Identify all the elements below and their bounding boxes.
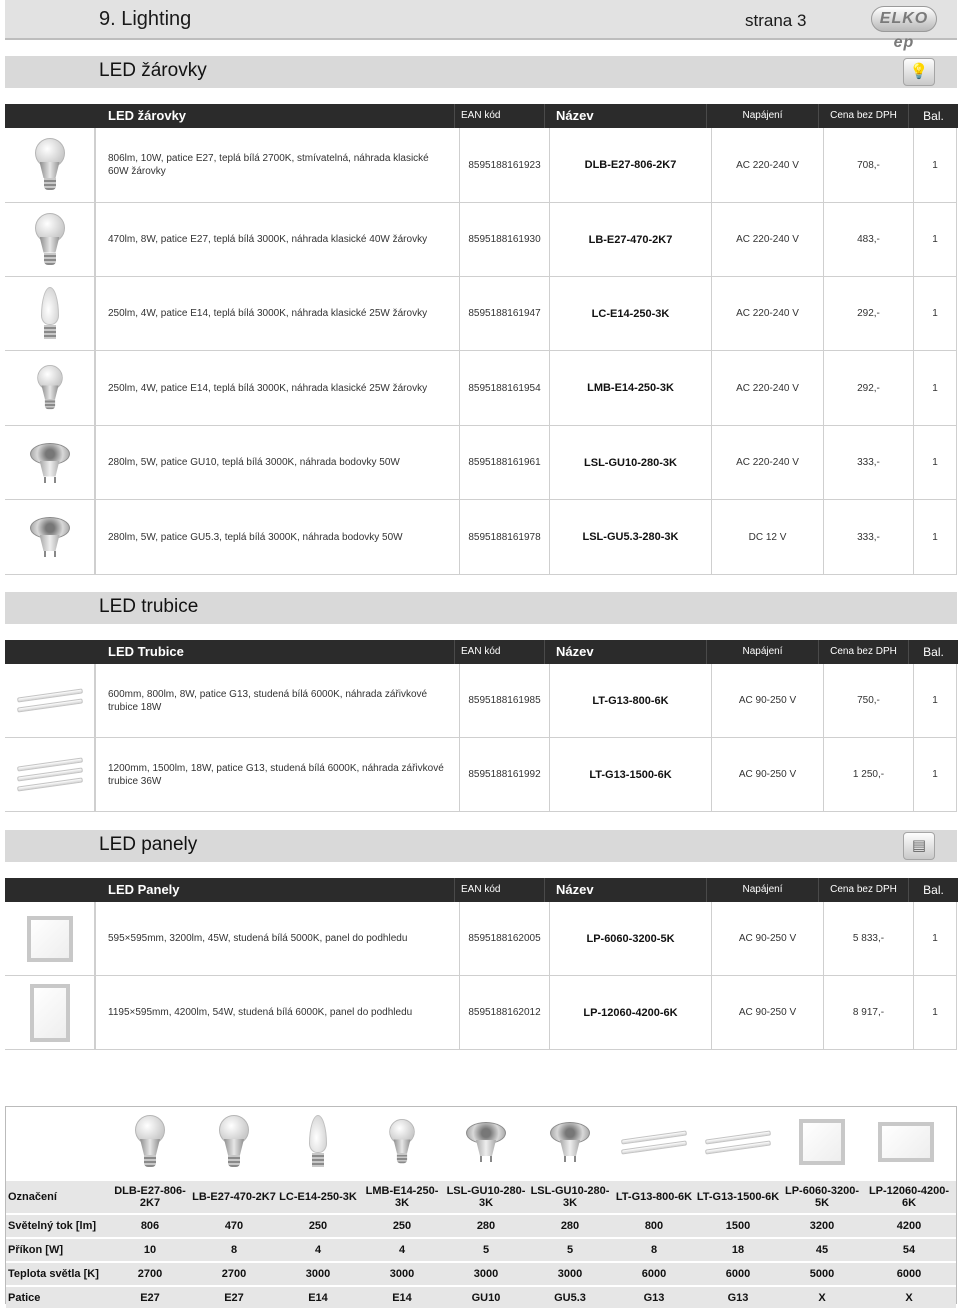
cell-flux: 800 bbox=[644, 1220, 664, 1232]
bulb-icon bbox=[192, 1107, 276, 1177]
package-qty: 1 bbox=[913, 664, 957, 738]
cell-flux: 4200 bbox=[896, 1220, 922, 1232]
package-qty: 1 bbox=[913, 902, 957, 976]
product-name: LB-E27-470-2K7 bbox=[549, 203, 711, 277]
elko-logo: ELKO ep bbox=[871, 6, 937, 32]
table-row bbox=[5, 738, 957, 812]
cell-base: E27 bbox=[140, 1292, 160, 1304]
page-header bbox=[5, 0, 957, 51]
cell-name: DLB-E27-806-2K7 bbox=[114, 1185, 186, 1209]
power-supply: AC 90-250 V bbox=[711, 902, 823, 976]
cell-name: LSL-GU10-280-3K bbox=[446, 1185, 526, 1209]
th-qty: Bal. bbox=[908, 640, 958, 664]
section-title: LED panely bbox=[99, 834, 198, 855]
section-title: LED trubice bbox=[99, 596, 199, 617]
table-row bbox=[5, 976, 957, 1050]
package-qty: 1 bbox=[913, 351, 957, 426]
rect-panel-icon bbox=[5, 976, 95, 1050]
comparison-row-temp bbox=[6, 1261, 956, 1285]
mini-bulb-icon bbox=[5, 351, 95, 426]
cell-name: LT-G13-1500-6K bbox=[696, 1191, 780, 1203]
candle-bulb-icon bbox=[5, 277, 95, 351]
price: 708,- bbox=[823, 128, 913, 203]
ean-code: 8595188161947 bbox=[459, 277, 549, 351]
cell-base: E14 bbox=[308, 1292, 328, 1304]
ean-code: 8595188161923 bbox=[459, 128, 549, 203]
cell-flux: 280 bbox=[476, 1220, 496, 1232]
package-qty: 1 bbox=[913, 976, 957, 1050]
cell-name: LT-G13-800-6K bbox=[615, 1191, 693, 1203]
cell-flux: 1500 bbox=[725, 1220, 751, 1232]
cell-power: 18 bbox=[731, 1244, 745, 1256]
power-supply: AC 220-240 V bbox=[711, 351, 823, 426]
power-supply: AC 220-240 V bbox=[711, 426, 823, 500]
price: 292,- bbox=[823, 351, 913, 426]
product-description: 280lm, 5W, patice GU10, teplá bílá 3000K, náhrada bodovky 50W bbox=[95, 426, 459, 500]
table-header-tubes bbox=[95, 640, 958, 664]
ean-code: 8595188162012 bbox=[459, 976, 549, 1050]
product-description: 470lm, 8W, patice E27, teplá bílá 3000K, náhrada klasické 40W žárovky bbox=[95, 203, 459, 277]
th-name: Název bbox=[544, 104, 706, 128]
square-panel-icon bbox=[5, 902, 95, 976]
power-supply: AC 220-240 V bbox=[711, 128, 823, 203]
tube-icon bbox=[612, 1107, 696, 1177]
cell-flux: 250 bbox=[392, 1220, 412, 1232]
th-price: Cena bez DPH bbox=[818, 104, 908, 128]
th-name: Název bbox=[544, 878, 706, 902]
product-description: 595×595mm, 3200lm, 45W, studená bílá 5000K, panel do podhledu bbox=[95, 902, 459, 976]
cell-flux: 470 bbox=[224, 1220, 244, 1232]
ean-code: 8595188162005 bbox=[459, 902, 549, 976]
product-description: 1195×595mm, 4200lm, 54W, studená bílá 6000K, panel do podhledu bbox=[95, 976, 459, 1050]
bulb-icon: 💡 bbox=[903, 58, 935, 86]
cell-temp: 6000 bbox=[725, 1268, 751, 1280]
th-group: LED Trubice bbox=[108, 644, 184, 659]
bulb-icon bbox=[108, 1107, 192, 1177]
cell-power: 10 bbox=[143, 1244, 157, 1256]
table-header-spacer bbox=[5, 878, 95, 902]
cell-power: 5 bbox=[566, 1244, 574, 1256]
cell-base: E27 bbox=[224, 1292, 244, 1304]
cell-flux: 250 bbox=[308, 1220, 328, 1232]
cell-name: LB-E27-470-2K7 bbox=[192, 1191, 276, 1203]
section-header-tubes bbox=[5, 592, 957, 624]
th-ean: EAN kód bbox=[454, 104, 544, 128]
cell-name: LC-E14-250-3K bbox=[279, 1191, 357, 1203]
cell-temp: 5000 bbox=[809, 1268, 835, 1280]
cell-temp: 2700 bbox=[221, 1268, 247, 1280]
cell-flux: 280 bbox=[560, 1220, 580, 1232]
section-title: LED žárovky bbox=[99, 60, 207, 81]
ean-code: 8595188161978 bbox=[459, 500, 549, 575]
cell-base: X bbox=[818, 1292, 826, 1304]
comparison-row-name bbox=[6, 1179, 956, 1213]
panel-icon: ▤ bbox=[903, 832, 935, 860]
package-qty: 1 bbox=[913, 738, 957, 812]
product-name: LC-E14-250-3K bbox=[549, 277, 711, 351]
th-ean: EAN kód bbox=[454, 878, 544, 902]
bulb-icon bbox=[5, 128, 95, 203]
comparison-images bbox=[108, 1107, 956, 1177]
ean-code: 8595188161954 bbox=[459, 351, 549, 426]
comparison-row-power bbox=[6, 1237, 956, 1261]
cell-temp: 3000 bbox=[473, 1268, 499, 1280]
cell-base: G13 bbox=[727, 1292, 749, 1304]
cell-power: 8 bbox=[230, 1244, 238, 1256]
row-label: Příkon [W] bbox=[8, 1244, 63, 1256]
comparison-table bbox=[5, 1106, 957, 1304]
product-description: 250lm, 4W, patice E14, teplá bílá 3000K, náhrada klasické 25W žárovky bbox=[95, 277, 459, 351]
power-supply: AC 220-240 V bbox=[711, 277, 823, 351]
th-price: Cena bez DPH bbox=[818, 878, 908, 902]
th-price: Cena bez DPH bbox=[818, 640, 908, 664]
row-label: Teplota světla [K] bbox=[8, 1268, 99, 1280]
table-row bbox=[5, 351, 957, 426]
th-group: LED žárovky bbox=[108, 108, 187, 123]
table-row bbox=[5, 128, 957, 203]
th-power: Napájení bbox=[706, 878, 818, 902]
section-header-panels bbox=[5, 830, 957, 862]
package-qty: 1 bbox=[913, 500, 957, 575]
cell-power: 45 bbox=[815, 1244, 829, 1256]
cell-flux: 3200 bbox=[809, 1220, 835, 1232]
product-name: LP-6060-3200-5K bbox=[549, 902, 711, 976]
product-name: LP-12060-4200-6K bbox=[549, 976, 711, 1050]
tube-icon bbox=[5, 664, 95, 738]
tube-icon bbox=[5, 738, 95, 812]
spot-gu10-icon bbox=[5, 426, 95, 500]
cell-temp: 2700 bbox=[137, 1268, 163, 1280]
rect-panel-icon bbox=[864, 1107, 948, 1177]
th-name: Název bbox=[544, 640, 706, 664]
table-header-panels bbox=[95, 878, 958, 902]
th-ean: EAN kód bbox=[454, 640, 544, 664]
package-qty: 1 bbox=[913, 277, 957, 351]
th-qty: Bal. bbox=[908, 104, 958, 128]
section-header-bulbs bbox=[5, 56, 957, 88]
product-name: LT-G13-1500-6K bbox=[549, 738, 711, 812]
product-name: LT-G13-800-6K bbox=[549, 664, 711, 738]
price: 292,- bbox=[823, 277, 913, 351]
cell-power: 54 bbox=[902, 1244, 916, 1256]
price: 1 250,- bbox=[823, 738, 913, 812]
ean-code: 8595188161961 bbox=[459, 426, 549, 500]
th-power: Napájení bbox=[706, 640, 818, 664]
product-description: 280lm, 5W, patice GU5.3, teplá bílá 3000K, náhrada bodovky 50W bbox=[95, 500, 459, 575]
product-description: 250lm, 4W, patice E14, teplá bílá 3000K, náhrada klasické 25W žárovky bbox=[95, 351, 459, 426]
row-label: Světelný tok [lm] bbox=[8, 1220, 97, 1232]
bulb-icon bbox=[5, 203, 95, 277]
cell-power: 4 bbox=[398, 1244, 406, 1256]
cell-temp: 6000 bbox=[641, 1268, 667, 1280]
row-label: Patice bbox=[8, 1292, 41, 1304]
table-row bbox=[5, 500, 957, 575]
square-panel-icon bbox=[780, 1107, 864, 1177]
cell-flux: 806 bbox=[140, 1220, 160, 1232]
page-number: strana 3 bbox=[745, 11, 807, 30]
ean-code: 8595188161992 bbox=[459, 738, 549, 812]
ean-code: 8595188161985 bbox=[459, 664, 549, 738]
th-group: LED Panely bbox=[108, 882, 180, 897]
cell-name: LMB-E14-250-3K bbox=[365, 1185, 439, 1209]
price: 483,- bbox=[823, 203, 913, 277]
spot-gu53-icon bbox=[5, 500, 95, 575]
cell-name: LP-6060-3200-5K bbox=[785, 1185, 859, 1209]
power-supply: AC 90-250 V bbox=[711, 738, 823, 812]
table-row bbox=[5, 426, 957, 500]
cell-base: E14 bbox=[392, 1292, 412, 1304]
mini-bulb-icon bbox=[360, 1107, 444, 1177]
cell-power: 5 bbox=[482, 1244, 490, 1256]
cell-base: G13 bbox=[643, 1292, 665, 1304]
tube-icon bbox=[696, 1107, 780, 1177]
product-description: 1200mm, 1500lm, 18W, patice G13, studená bílá 6000K, náhrada zářivkové trubice 36W bbox=[95, 738, 459, 812]
th-power: Napájení bbox=[706, 104, 818, 128]
cell-temp: 3000 bbox=[305, 1268, 331, 1280]
cell-temp: 3000 bbox=[557, 1268, 583, 1280]
product-name: DLB-E27-806-2K7 bbox=[549, 128, 711, 203]
row-label: Označení bbox=[8, 1191, 57, 1203]
ean-code: 8595188161930 bbox=[459, 203, 549, 277]
table-row bbox=[5, 902, 957, 976]
package-qty: 1 bbox=[913, 203, 957, 277]
table-row bbox=[5, 277, 957, 351]
comparison-body bbox=[6, 1179, 956, 1303]
cell-temp: 6000 bbox=[896, 1268, 922, 1280]
power-supply: AC 90-250 V bbox=[711, 664, 823, 738]
candle-bulb-icon bbox=[276, 1107, 360, 1177]
cell-power: 4 bbox=[314, 1244, 322, 1256]
table-header-bulbs bbox=[95, 104, 958, 128]
power-supply: AC 220-240 V bbox=[711, 203, 823, 277]
cell-base: GU5.3 bbox=[554, 1292, 586, 1304]
comparison-row-flux bbox=[6, 1213, 956, 1237]
power-supply: AC 90-250 V bbox=[711, 976, 823, 1050]
package-qty: 1 bbox=[913, 426, 957, 500]
cell-name: LP-12060-4200-6K bbox=[868, 1185, 950, 1209]
cell-temp: 3000 bbox=[389, 1268, 415, 1280]
product-description: 806lm, 10W, patice E27, teplá bílá 2700K, stmívatelná, náhrada klasické 60W žárovky bbox=[95, 128, 459, 203]
comparison-row-base bbox=[6, 1285, 956, 1308]
product-name: LSL-GU10-280-3K bbox=[549, 426, 711, 500]
product-name: LMB-E14-250-3K bbox=[549, 351, 711, 426]
cell-power: 8 bbox=[650, 1244, 658, 1256]
spot-gu10-icon bbox=[444, 1107, 528, 1177]
price: 5 833,- bbox=[823, 902, 913, 976]
table-row bbox=[5, 664, 957, 738]
th-qty: Bal. bbox=[908, 878, 958, 902]
product-name: LSL-GU5.3-280-3K bbox=[549, 500, 711, 575]
table-header-spacer bbox=[5, 104, 95, 128]
cell-name: LSL-GU10-280-3K bbox=[530, 1185, 610, 1209]
table-header-spacer bbox=[5, 640, 95, 664]
package-qty: 1 bbox=[913, 128, 957, 203]
price: 750,- bbox=[823, 664, 913, 738]
price: 333,- bbox=[823, 426, 913, 500]
price: 333,- bbox=[823, 500, 913, 575]
cell-base: X bbox=[905, 1292, 913, 1304]
spot-gu53-icon bbox=[528, 1107, 612, 1177]
power-supply: DC 12 V bbox=[711, 500, 823, 575]
cell-base: GU10 bbox=[471, 1292, 501, 1304]
page-title: 9. Lighting bbox=[99, 8, 192, 30]
table-row bbox=[5, 203, 957, 277]
price: 8 917,- bbox=[823, 976, 913, 1050]
product-description: 600mm, 800lm, 8W, patice G13, studená bílá 6000K, náhrada zářivkové trubice 18W bbox=[95, 664, 459, 738]
